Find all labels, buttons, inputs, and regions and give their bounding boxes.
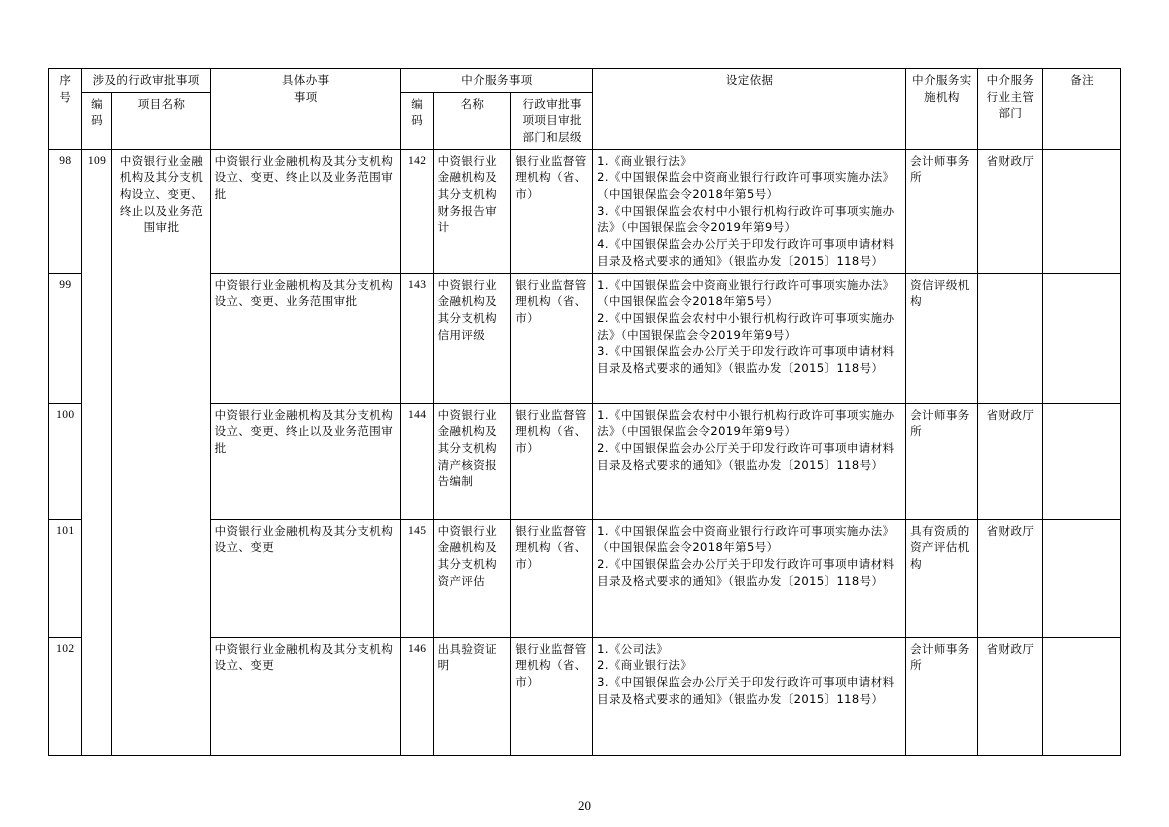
cell-remark (1043, 149, 1121, 273)
header-supervisor-dept-line1: 中介服务 (986, 73, 1035, 87)
cell-impl-org: 会计师事务所 (906, 149, 978, 273)
cell-specific-matter: 中资银行业金融机构及其分支机构设立、变更、业务范围审批 (210, 273, 400, 403)
basis-item: 1.《中国银保监会农村中小银行机构行政许可事项实施办法》（中国银保监会令2019年第9号） (597, 407, 895, 439)
basis-item: 4.《中国银保监会办公厅关于印发行政许可事项申请材料目录及格式要求的通知》（银监办发〔2015〕118号） (597, 237, 895, 268)
header-seq (49, 69, 82, 150)
cell-specific-matter: 中资银行业金融机构及其分支机构设立、变更、终止以及业务范围审批 (210, 403, 400, 519)
header-dept-level (511, 92, 593, 149)
header-specific-matter (210, 69, 400, 150)
approval-matters-table (48, 68, 1121, 756)
header-impl-org-line1: 中介服务实 (912, 73, 972, 87)
header-impl-org-line2: 施机构 (924, 89, 960, 104)
basis-item: 2.《中国银保监会办公厅关于印发行政许可事项申请材料目录及格式要求的通知》（银监办发〔2015〕118号） (597, 557, 895, 588)
cell-dept-level: 银行业监督管理机构（省、市） (511, 519, 593, 637)
table-row (49, 273, 1121, 403)
basis-item: 2.《中国银保监会中资商业银行行政许可事项实施办法》（中国银保监会令2018年第5号） (597, 170, 895, 202)
cell-intermediary-code: 143 (400, 273, 433, 403)
approval-matters-table-wrapper (48, 68, 1121, 756)
basis-item: 1.《商业银行法》 (597, 153, 693, 168)
header-remark: 备注 (1043, 69, 1121, 150)
cell-basis (593, 637, 906, 755)
page-number: 20 (578, 798, 591, 813)
cell-dept-level: 银行业监督管理机构（省、市） (511, 637, 593, 755)
cell-intermediary-name: 出具验资证明 (433, 637, 511, 755)
basis-item: 3.《中国银保监会农村中小银行机构行政许可事项实施办法》（中国银保监会令2019年第9号） (597, 203, 895, 235)
header-approval-code (81, 92, 112, 149)
cell-remark (1043, 403, 1121, 519)
cell-impl-org: 具有资质的资产评估机构 (906, 519, 978, 637)
cell-seq: 98 (49, 149, 82, 273)
basis-item: 1.《中国银保监会中资商业银行行政许可事项实施办法》（中国银保监会令2018年第5号） (597, 523, 895, 555)
header-intermediary-name: 名称 (433, 92, 511, 149)
cell-supervisor-dept: 省财政厅 (977, 403, 1042, 519)
header-approval-code-line1: 编 (91, 96, 103, 111)
basis-item: 3.《中国银保监会办公厅关于印发行政许可事项申请材料目录及格式要求的通知》（银监办发〔2015〕118号） (597, 344, 895, 376)
header-impl-org (906, 69, 978, 150)
cell-impl-org: 资信评级机构 (906, 273, 978, 403)
cell-basis (593, 149, 906, 273)
cell-remark (1043, 273, 1121, 403)
header-approval-group: 涉及的行政审批事项 (81, 69, 210, 93)
cell-specific-matter: 中资银行业金融机构及其分支机构设立、变更 (210, 519, 400, 637)
cell-intermediary-name: 中资银行业金融机构及其分支机构清产核资报告编制 (433, 403, 511, 519)
cell-approval-code: 109 (81, 149, 112, 755)
cell-intermediary-code: 146 (400, 637, 433, 755)
basis-item: 2.《中国银保监会农村中小银行机构行政许可事项实施办法》（中国银保监会令2019年第9号） (597, 311, 895, 342)
cell-intermediary-code: 145 (400, 519, 433, 637)
header-approval-code-line2: 码 (91, 113, 103, 128)
cell-supervisor-dept: 省财政厅 (977, 149, 1042, 273)
header-dept-level-line1: 行政审批事 (522, 96, 582, 111)
cell-dept-level: 银行业监督管理机构（省、市） (511, 273, 593, 403)
header-specific-matter-line2: 事项 (293, 89, 318, 104)
table-row (49, 403, 1121, 519)
header-supervisor-dept (977, 69, 1042, 150)
cell-remark (1043, 637, 1121, 755)
cell-supervisor-dept (977, 273, 1042, 403)
cell-basis (593, 519, 906, 637)
header-intermediary-code-line2: 码 (411, 113, 424, 128)
cell-supervisor-dept: 省财政厅 (977, 637, 1042, 755)
cell-intermediary-code: 142 (400, 149, 433, 273)
cell-approval-name: 中资银行业金融机构及其分支机构设立、变更、终止以及业务范围审批 (112, 149, 210, 755)
table-row (49, 149, 1121, 273)
cell-impl-org: 会计师事务所 (906, 403, 978, 519)
header-supervisor-dept-line3: 部门 (998, 106, 1023, 121)
cell-impl-org: 会计师事务所 (906, 637, 978, 755)
cell-seq: 102 (49, 637, 82, 755)
cell-seq: 99 (49, 273, 82, 403)
cell-seq: 100 (49, 403, 82, 519)
cell-specific-matter: 中资银行业金融机构及其分支机构设立、变更 (210, 637, 400, 755)
cell-basis (593, 273, 906, 403)
cell-seq: 101 (49, 519, 82, 637)
cell-intermediary-code: 144 (400, 403, 433, 519)
header-seq-line1: 序 (59, 73, 72, 87)
cell-intermediary-name: 中资银行业金融机构及其分支机构资产评估 (433, 519, 511, 637)
header-intermediary-group: 中介服务事项 (400, 69, 592, 93)
cell-specific-matter: 中资银行业金融机构及其分支机构设立、变更、终止以及业务范围审批 (210, 149, 400, 273)
basis-item: 1.《中国银保监会中资商业银行行政许可事项实施办法》（中国银保监会令2018年第5号） (597, 277, 895, 309)
header-seq-line2: 号 (59, 89, 72, 104)
header-intermediary-code-line1: 编 (411, 96, 424, 111)
header-basis: 设定依据 (593, 69, 906, 150)
cell-intermediary-name: 中资银行业金融机构及其分支机构财务报告审计 (433, 149, 511, 273)
header-dept-level-line3: 部门和层级 (522, 130, 582, 145)
header-dept-level-line2: 项项目审批 (522, 113, 582, 128)
cell-intermediary-name: 中资银行业金融机构及其分支机构信用评级 (433, 273, 511, 403)
header-intermediary-code (400, 92, 433, 149)
header-supervisor-dept-line2: 行业主管 (986, 89, 1035, 104)
basis-item: 1.《公司法》 (597, 641, 669, 656)
cell-basis (593, 403, 906, 519)
basis-item: 2.《中国银保监会办公厅关于印发行政许可事项申请材料目录及格式要求的通知》（银监办发〔2015〕118号） (597, 441, 895, 472)
basis-item: 2.《商业银行法》 (597, 658, 693, 673)
table-header-row-1 (49, 69, 1121, 93)
cell-dept-level: 银行业监督管理机构（省、市） (511, 403, 593, 519)
header-specific-matter-line1: 具体办事 (281, 73, 330, 87)
cell-remark (1043, 519, 1121, 637)
cell-supervisor-dept: 省财政厅 (977, 519, 1042, 637)
basis-item: 3.《中国银保监会办公厅关于印发行政许可事项申请材料目录及格式要求的通知》（银监办发〔2015〕118号） (597, 675, 895, 706)
header-approval-name: 项目名称 (112, 92, 210, 149)
table-row (49, 519, 1121, 637)
cell-dept-level: 银行业监督管理机构（省、市） (511, 149, 593, 273)
table-row (49, 637, 1121, 755)
